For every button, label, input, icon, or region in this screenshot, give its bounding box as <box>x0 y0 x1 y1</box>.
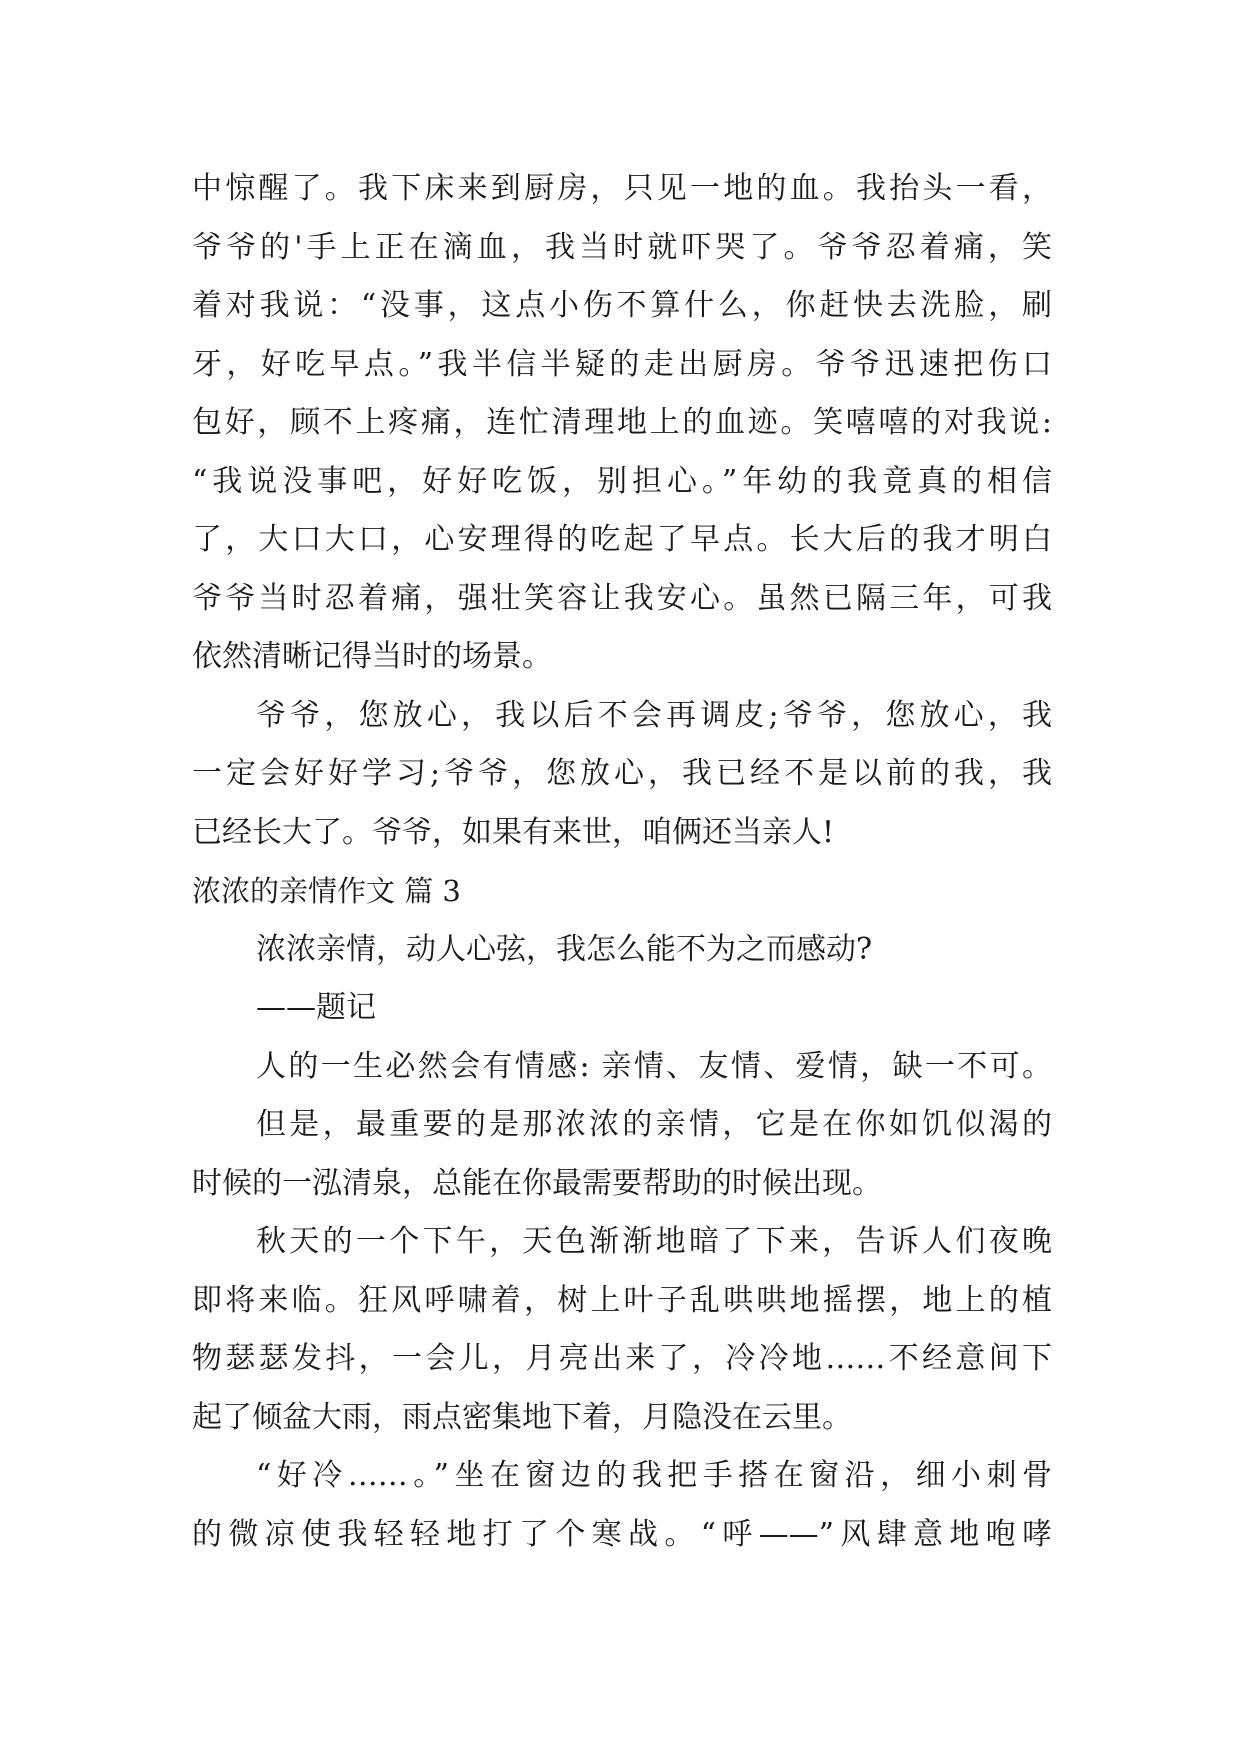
text-line: ——题记 <box>256 990 376 1025</box>
text-line: 爷爷，您放心，我以后不会再调皮;爷爷，您放心，我 <box>256 697 1052 733</box>
text-line: 牙，好吃早点。”我半信半疑的走出厨房。爷爷迅速把伤口 <box>192 346 1052 382</box>
section-heading: 浓浓的亲情作文 篇 3 <box>192 874 461 908</box>
text-line: 即将来临。狂风呼啸着，树上叶子乱哄哄地摇摆，地上的植 <box>192 1282 1052 1318</box>
text-line: 爷爷的'手上正在滴血，我当时就吓哭了。爷爷忍着痛，笑 <box>192 229 1052 265</box>
text-line: 已经长大了。爷爷，如果有来世，咱俩还当亲人! <box>192 814 835 850</box>
text-line: “我说没事吧，好好吃饭，别担心。”年幼的我竟真的相信 <box>192 463 1052 499</box>
text-line: 时候的一泓清泉，总能在你最需要帮助的时候出现。 <box>192 1165 882 1201</box>
text-line: 物瑟瑟发抖，一会儿，月亮出来了，冷冷地……不经意间下 <box>192 1341 1052 1376</box>
text-line: 包好，顾不上疼痛，连忙清理地上的血迹。笑嘻嘻的对我说: <box>192 405 1052 440</box>
text-line: “好冷……。”坐在窗边的我把手搭在窗沿，细小刺骨 <box>256 1458 1052 1493</box>
text-line: 但是，最重要的是那浓浓的亲情，它是在你如饥似渴的 <box>256 1107 1052 1142</box>
text-line: 爷爷当时忍着痛，强壮笑容让我安心。虽然已隔三年，可我 <box>192 580 1052 616</box>
text-line: 着对我说：“没事，这点小伤不算什么，你赶快去洗脸，刷 <box>192 288 1052 323</box>
text-line: 浓浓亲情，动人心弦，我怎么能不为之而感动? <box>256 931 873 967</box>
text-line: 了，大口大口，心安理得的吃起了早点。长大后的我才明白 <box>192 522 1052 557</box>
text-line: 秋天的一个下午，天色渐渐地暗了下来，告诉人们夜晚 <box>256 1224 1052 1259</box>
document-page <box>192 160 1052 1564</box>
text-line: 人的一生必然会有情感: 亲情、友情、爱情，缺一不可。 <box>256 1048 1052 1084</box>
text-line: 中惊醒了。我下床来到厨房，只见一地的血。我抬头一看， <box>192 171 1052 206</box>
text-line: 一定会好好学习;爷爷，您放心，我已经不是以前的我，我 <box>192 756 1052 791</box>
text-line: 依然清晰记得当时的场景。 <box>192 639 552 674</box>
text-line: 的微凉使我轻轻地打了个寒战。“呼——”风肆意地咆哮 <box>192 1516 1052 1552</box>
text-line: 起了倾盆大雨，雨点密集地下着，月隐没在云里。 <box>192 1399 852 1435</box>
